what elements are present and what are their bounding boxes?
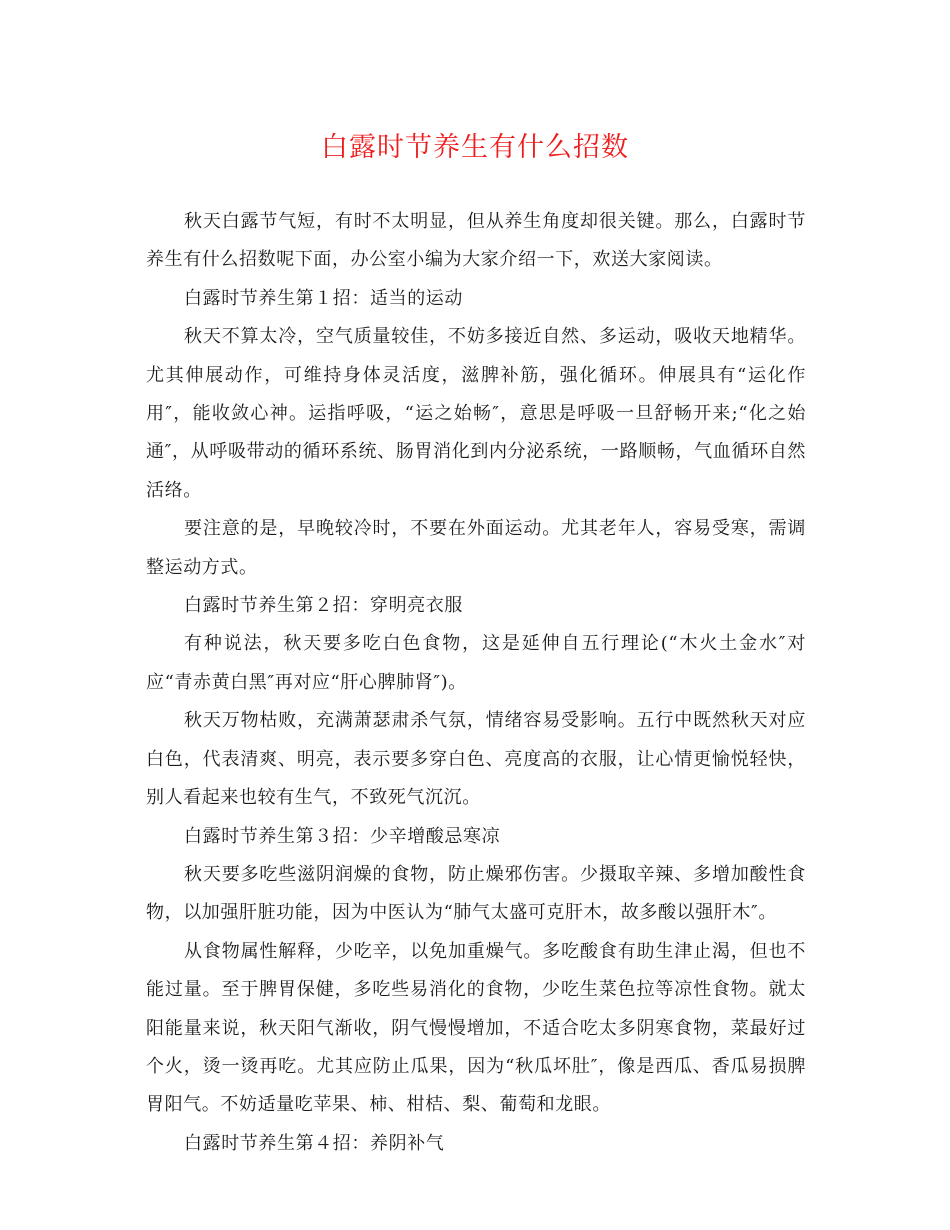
section-heading-1: 白露时节养生第１招：适当的运动 xyxy=(184,287,463,309)
section-heading-3: 白露时节养生第３招：少辛增酸忌寒凉 xyxy=(184,825,501,847)
paragraph-white-food: 有种说法，秋天要多吃白色食物，这是延伸自五行理论(“木火土金水″对应“青赤黄白黑″再对应“肝心脾肺肾″)。 xyxy=(146,633,806,693)
article-body xyxy=(146,203,806,1163)
paragraph-food-properties: 从食物属性解释，少吃辛，以免加重燥气。多吃酸食有助生津止渴，但也不能过量。至于脾胃保健，多吃些易消化的食物，少吃生菜色拉等凉性食物。就太阳能量来说，秋天阳气渐收，阴气慢慢增加，不适合吃太多阴寒食物，菜最好过个火，烫一烫再吃。尤其应防止瓜果，因为“秋瓜坏肚″，像是西瓜、香瓜易损脾胃阳气。不妨适量吃苹果、柿、柑桔、梨、葡萄和龙眼。 xyxy=(146,940,806,1116)
paragraph-diet: 秋天要多吃些滋阴润燥的食物，防止燥邪伤害。少摄取辛辣、多增加酸性食物，以加强肝脏功能，因为中医认为“肺气太盛可克肝木，故多酸以强肝木″。 xyxy=(146,863,806,924)
section-heading-4: 白露时节养生第４招：养阴补气 xyxy=(184,1132,445,1154)
section-heading-2: 白露时节养生第２招：穿明亮衣服 xyxy=(184,595,463,617)
paragraph-exercise-note: 要注意的是，早晚较冷时，不要在外面运动。尤其老年人，容易受寒，需调整运动方式。 xyxy=(146,518,806,578)
paragraph-exercise: 秋天不算太冷，空气质量较佳，不妨多接近自然、多运动，吸收天地精华。尤其伸展动作，可维持身体灵活度，滋脾补筋，强化循环。伸展具有“运化作用″，能收敛心神。运指呼吸，“运之始畅″，意思是呼吸一旦舒畅开来;“化之始通″，从呼吸带动的循环系统、肠胃消化到内分泌系统，一路顺畅，气血循环自然活络。 xyxy=(146,326,806,501)
paragraph-bright-clothes: 秋天万物枯败，充满萧瑟肃杀气氛，情绪容易受影响。五行中既然秋天对应白色，代表清爽、明亮，表示要多穿白色、亮度高的衣服，让心情更愉悦轻快，别人看起来也较有生气，不致死气沉沉。 xyxy=(146,710,806,809)
intro-paragraph: 秋天白露节气短，有时不太明显，但从养生角度却很关键。那么，白露时节养生有什么招数呢下面，办公室小编为大家介绍一下，欢送大家阅读。 xyxy=(146,211,806,271)
page-title: 白露时节养生有什么招数 xyxy=(321,132,629,163)
